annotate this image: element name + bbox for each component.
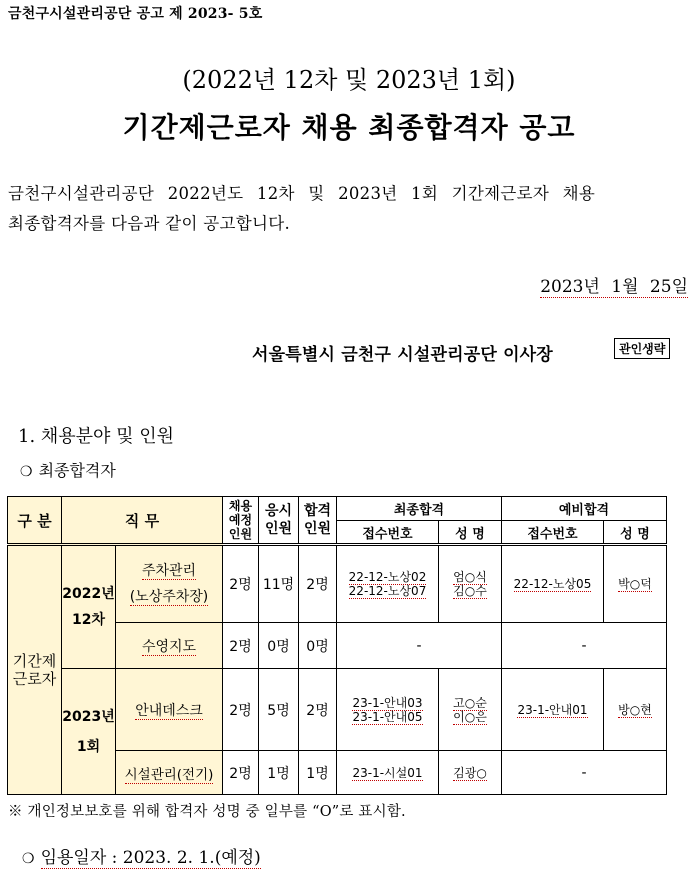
seal-omitted-box: 관인생략 <box>614 338 670 359</box>
planned-cell: 2명 <box>223 751 259 795</box>
header-planned: 채용 예정 인원 <box>223 497 259 545</box>
header-applicants: 응시 인원 <box>259 497 299 545</box>
header-final-group: 최종합격 <box>337 497 502 521</box>
final-name-cell <box>439 751 502 795</box>
round-cell: 2022년 12차 <box>62 545 116 669</box>
circle-bullet-icon: ❍ <box>22 851 35 867</box>
notice-date-text: 2023년 1월 25일 <box>540 277 688 297</box>
subsection-heading <box>20 458 116 481</box>
page-title: 기간제근로자 채용 최종합격자 공고 <box>122 111 576 144</box>
subsection-heading-text: 최종합격자 <box>38 461 116 480</box>
planned-cell: 2명 <box>223 623 259 669</box>
job-text: 시설관리(전기) <box>124 766 214 783</box>
circle-bullet-icon: ❍ <box>20 464 33 480</box>
reserve-merged-cell: - <box>502 751 667 795</box>
job-cell <box>116 623 223 669</box>
header-passed: 합격 인원 <box>299 497 337 545</box>
reserve-reg-no-text: 23-1-안내01 <box>517 702 588 717</box>
final-reg-no-text: 22-12-노상02 22-12-노상07 <box>348 570 427 598</box>
applicants-cell: 11명 <box>259 545 299 623</box>
job-cell <box>116 669 223 751</box>
reserve-reg-no-text: 22-12-노상05 <box>513 577 592 591</box>
final-name-cell <box>439 545 502 623</box>
header-reserve-reg-no: 접수번호 <box>502 521 604 545</box>
final-name-text: 김광○ <box>453 765 487 780</box>
final-reg-no-cell <box>337 751 439 795</box>
category-cell: 기간제 근로자 <box>8 545 62 795</box>
intro-line-2: 최종합격자를 다음과 같이 공고합니다. <box>8 214 291 233</box>
reserve-merged-cell: - <box>502 623 667 669</box>
final-name-text: 엄○식 김○수 <box>453 570 487 598</box>
job-cell <box>116 545 223 623</box>
final-name-text: 고○순 이○은 <box>453 695 487 724</box>
header-final-name: 성 명 <box>439 521 502 545</box>
final-reg-no-cell <box>337 545 439 623</box>
results-table <box>7 496 667 795</box>
reserve-reg-no-cell <box>502 545 604 623</box>
reserve-reg-no-cell <box>502 669 604 751</box>
job-text: 주차관리 (노상주차장) <box>129 563 209 605</box>
job-text: 수영지도 <box>141 638 197 655</box>
passed-cell: 1명 <box>299 751 337 795</box>
header-category: 구 분 <box>8 497 62 545</box>
intro-line-1: 금천구시설관리공단 2022년도 12차 및 2023년 1회 기간제근로자 채용 <box>8 184 596 203</box>
passed-cell: 2명 <box>299 669 337 751</box>
reserve-name-cell <box>604 545 667 623</box>
final-reg-no-text: 23-1-안내03 23-1-안내05 <box>352 695 423 724</box>
passed-cell: 0명 <box>299 623 337 669</box>
final-reg-no-cell <box>337 669 439 751</box>
final-merged-cell: - <box>337 623 502 669</box>
reserve-name-text: 방○현 <box>618 702 652 717</box>
title-sub: (2022년 12차 및 2023년 1회) <box>182 66 516 94</box>
issuer: 서울특별시 금천구 시설관리공단 이사장 <box>252 345 553 365</box>
job-cell <box>116 751 223 795</box>
header-reserve-group: 예비합격 <box>502 497 667 521</box>
passed-cell: 2명 <box>299 545 337 623</box>
header-final-reg-no: 접수번호 <box>337 521 439 545</box>
reserve-name-cell <box>604 669 667 751</box>
notice-date <box>540 272 688 297</box>
section-heading: 1. 채용분야 및 인원 <box>18 426 175 447</box>
round-cell: 2023년 1회 <box>62 669 116 795</box>
job-text: 안내데스크 <box>135 702 203 719</box>
appointment-date-text: 임용일자 : 2023. 2. 1.(예정) <box>40 848 261 868</box>
applicants-cell: 0명 <box>259 623 299 669</box>
header-reserve-name: 성 명 <box>604 521 667 545</box>
final-name-cell <box>439 669 502 751</box>
planned-cell: 2명 <box>223 669 259 751</box>
reserve-name-text: 박○덕 <box>618 577 652 591</box>
applicants-cell: 5명 <box>259 669 299 751</box>
planned-cell: 2명 <box>223 545 259 623</box>
notice-number: 금천구시설관리공단 공고 제 2023- 5호 <box>8 6 263 22</box>
header-job: 직 무 <box>62 497 223 545</box>
appointment-date <box>22 843 261 868</box>
privacy-footnote: ※ 개인정보보호를 위해 합격자 성명 중 일부를 “O”로 표시함. <box>8 804 406 820</box>
results-table-wrap <box>7 496 667 795</box>
final-reg-no-text: 23-1-시설01 <box>352 765 423 780</box>
applicants-cell: 1명 <box>259 751 299 795</box>
